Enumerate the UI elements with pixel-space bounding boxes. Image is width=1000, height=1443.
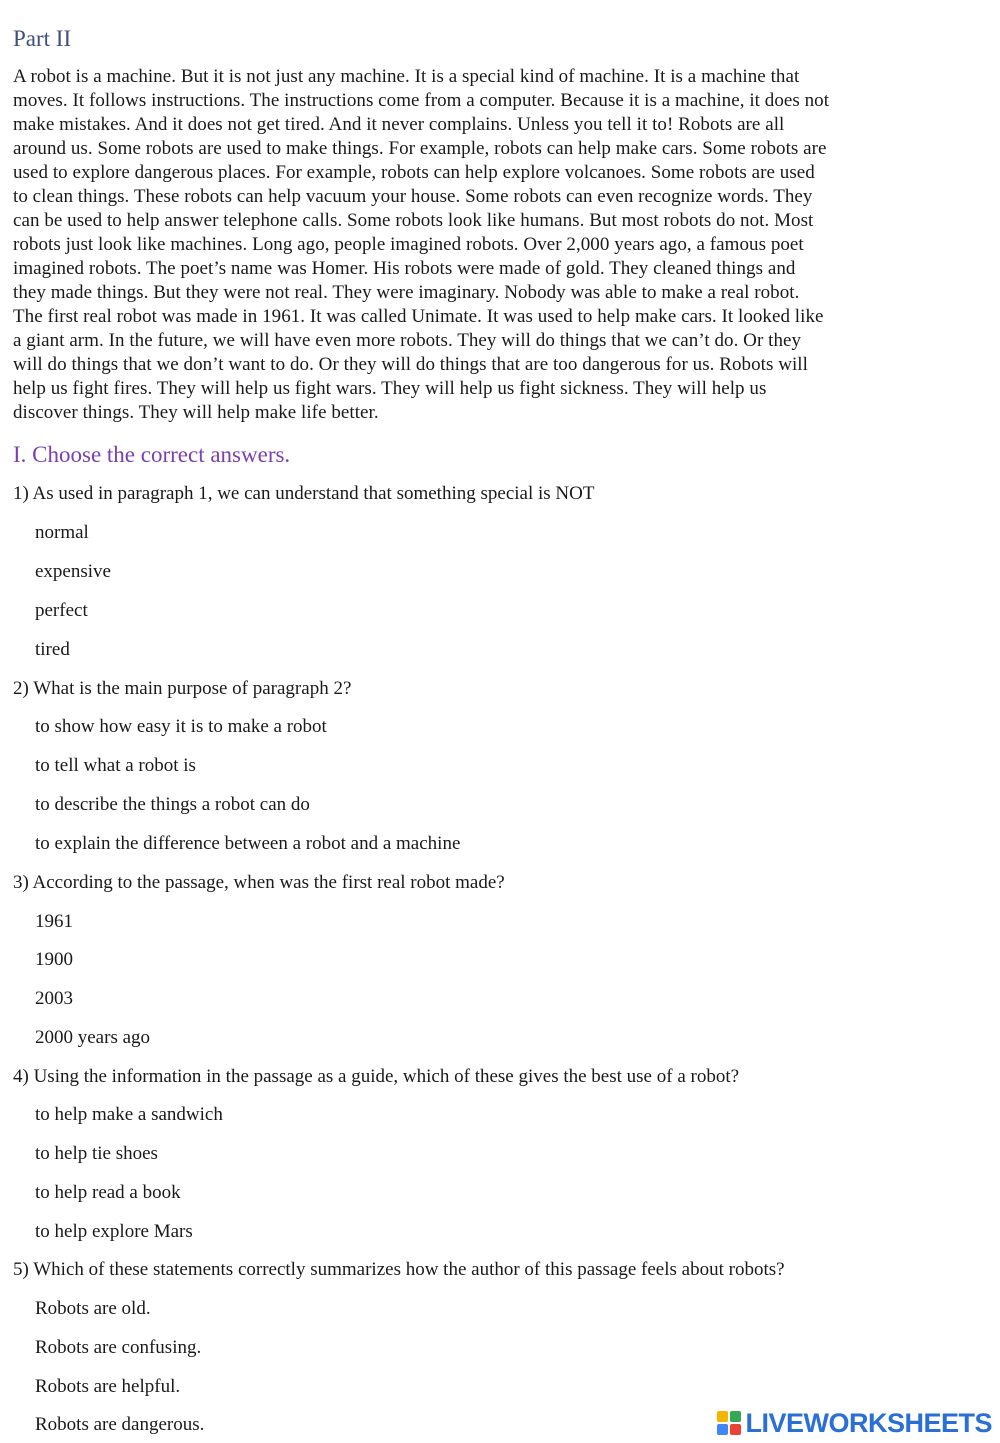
liveworksheets-logo-icon <box>717 1411 741 1435</box>
q2-option-2[interactable]: to tell what a robot is <box>35 755 196 776</box>
q4-option-2[interactable]: to help tie shoes <box>35 1143 158 1164</box>
q1-option-1[interactable]: normal <box>35 522 89 543</box>
q3-option-3[interactable]: 2003 <box>35 988 73 1009</box>
part-title: Part II <box>13 26 72 51</box>
question-3: 3) According to the passage, when was the first real robot made? <box>13 872 505 893</box>
reading-passage: A robot is a machine. But it is not just any machine. It is a special kind of machine. It is a machine that moves. It follows instructions. The instructions come from a computer. Because it is a machine, it does not make mistakes. And it does not get tired. And it never complains. Unless you tell it to! Robots are all around us. Some robots are used to make things. For example, robots can help make cars. Some robots are used to explore dangerous places. For example, robots can help explore volcanoes. Some robots are used to clean things. These robots can help vacuum your house. Some robots can even recognize words. They can be used to help answer telephone calls. Some robots look like humans. But most robots do not. Most robots just look like machines. Long ago, people imagined robots. Over 2,000 years ago, a famous poet imagined robots. The poet’s name was Homer. His robots were made of gold. They cleaned things and they made things. But they were not real. They were imaginary. Nobody was able to make a real robot. The first real robot was made in 1961. It was called Unimate. It was used to help make cars. It looked like a giant arm. In the future, we will have even more robots. They will do things that we can’t do. Or they will do things that we don’t want to do. Or they will do things that are too dangerous for us. Robots will help us fight fires. They will help us fight wars. They will help us fight sickness. They will help us discover things. They will help make life better. <box>13 66 830 423</box>
q5-option-2[interactable]: Robots are confusing. <box>35 1337 202 1358</box>
q1-option-3[interactable]: perfect <box>35 600 88 621</box>
logo-square-blue <box>717 1424 728 1435</box>
logo-square-green <box>730 1411 741 1422</box>
q3-option-1[interactable]: 1961 <box>35 911 73 932</box>
question-4: 4) Using the information in the passage as a guide, which of these gives the best use of a robot? <box>13 1066 740 1087</box>
question-2: 2) What is the main purpose of paragraph 2? <box>13 678 352 699</box>
q5-option-1[interactable]: Robots are old. <box>35 1298 151 1319</box>
q2-option-1[interactable]: to show how easy it is to make a robot <box>35 716 327 737</box>
q4-option-4[interactable]: to help explore Mars <box>35 1221 193 1242</box>
q4-option-1[interactable]: to help make a sandwich <box>35 1104 223 1125</box>
q5-option-4[interactable]: Robots are dangerous. <box>35 1414 205 1435</box>
q1-option-2[interactable]: expensive <box>35 561 111 582</box>
liveworksheets-wordmark: LIVEWORKSHEETS <box>745 1407 992 1438</box>
q3-option-4[interactable]: 2000 years ago <box>35 1027 151 1048</box>
question-1: 1) As used in paragraph 1, we can understand that something special is NOT <box>13 483 595 504</box>
question-5: 5) Which of these statements correctly summarizes how the author of this passage feels about robots? <box>13 1259 785 1280</box>
liveworksheets-logo[interactable] <box>717 1406 992 1440</box>
q2-option-3[interactable]: to describe the things a robot can do <box>35 794 310 815</box>
q1-option-4[interactable]: tired <box>35 639 70 660</box>
logo-square-red <box>730 1424 741 1435</box>
logo-square-yellow <box>717 1411 728 1422</box>
q5-option-3[interactable]: Robots are helpful. <box>35 1376 181 1397</box>
q4-option-3[interactable]: to help read a book <box>35 1182 181 1203</box>
q3-option-2[interactable]: 1900 <box>35 949 73 970</box>
q2-option-4[interactable]: to explain the difference between a robot and a machine <box>35 833 461 854</box>
section-title: I. Choose the correct answers. <box>13 442 291 467</box>
